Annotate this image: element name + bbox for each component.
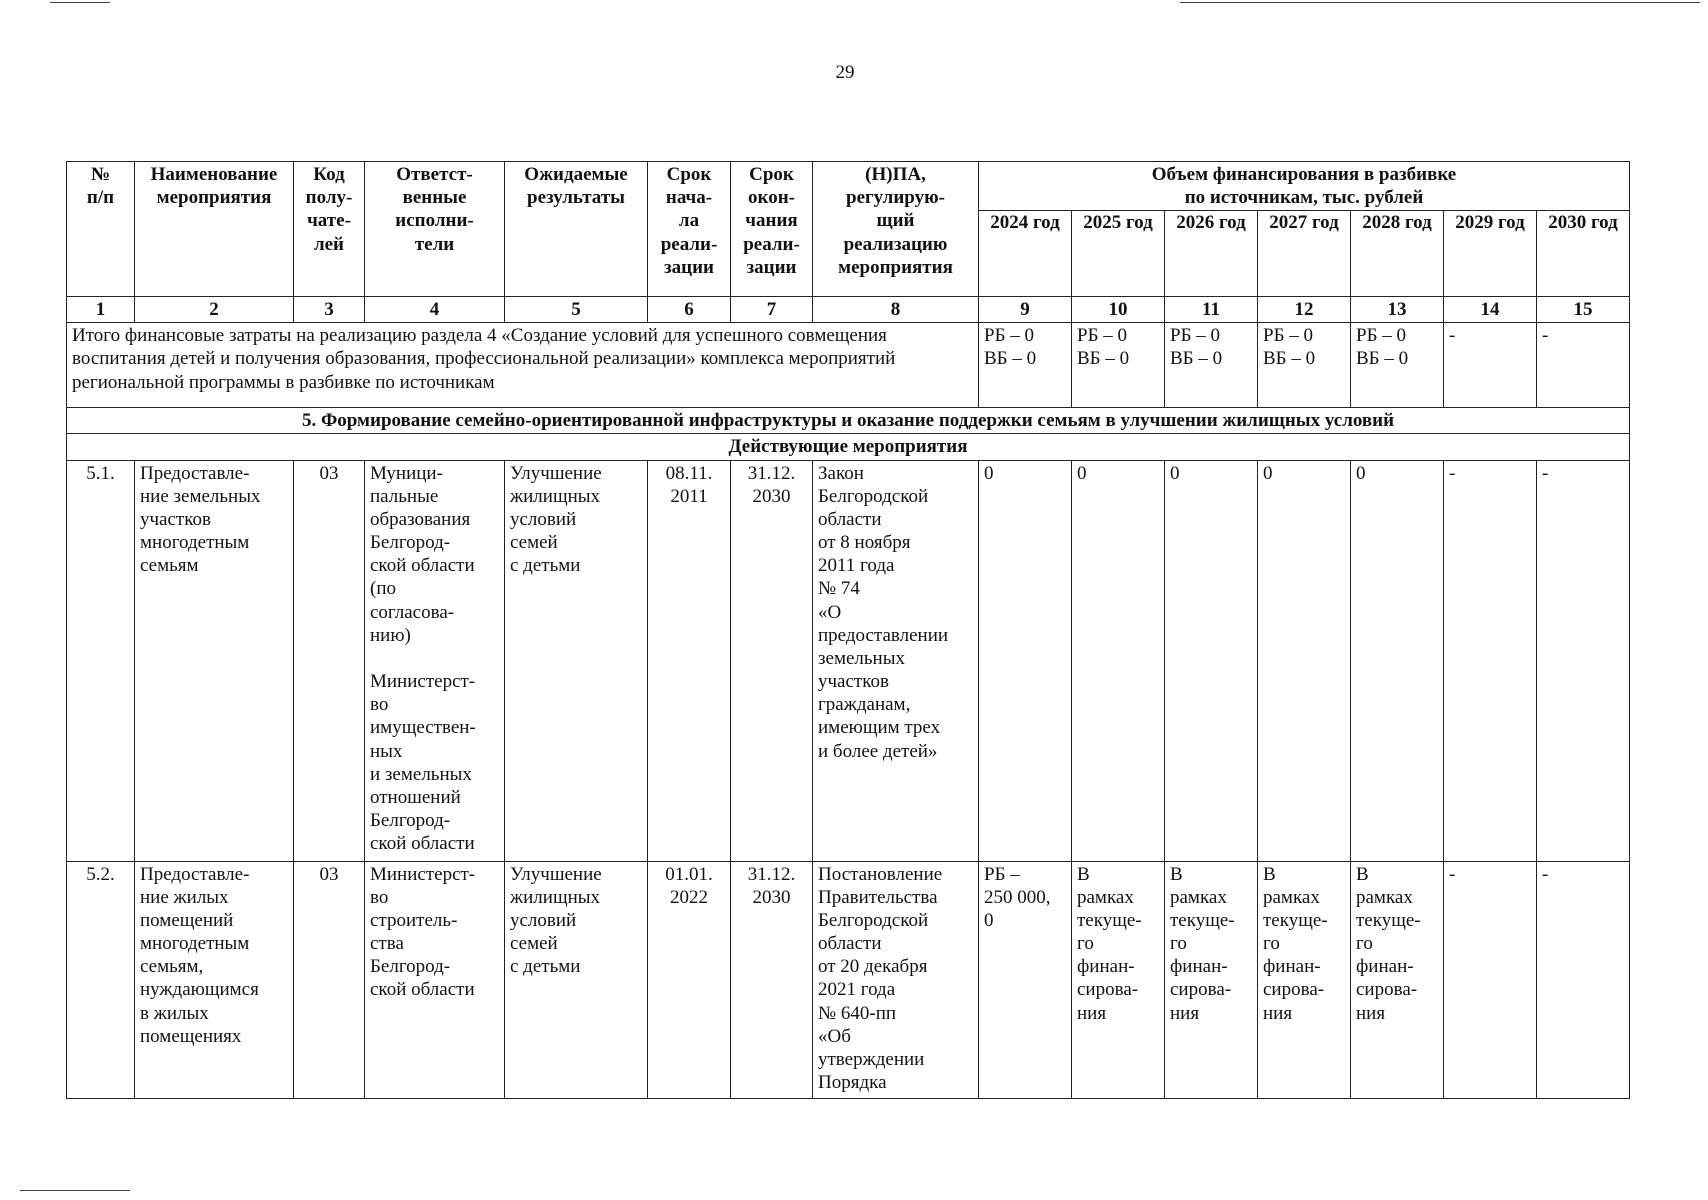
row-code: 03 (294, 861, 365, 1098)
header-funding: Объем финансирования в разбивке по источникам, тыс. рублей (979, 162, 1630, 211)
program-table (66, 161, 1630, 1099)
header-number: № п/п (67, 162, 135, 297)
row-end-date: 31.12. 2030 (731, 460, 813, 861)
header-row (67, 162, 1630, 211)
header-year: 2025 год (1072, 211, 1165, 297)
row-value: В рамках текуще- го финан- сирова- ния (1258, 861, 1351, 1098)
row-value: 0 (1258, 460, 1351, 861)
row-npa: Закон Белгородской области от 8 ноября 2011 года № 74 «О предоставлении земельных участков гражданам, имеющим трех и более детей» (813, 460, 979, 861)
total-value: РБ – 0 ВБ – 0 (1258, 323, 1351, 408)
row-value: 0 (1351, 460, 1444, 861)
column-number: 3 (294, 297, 365, 323)
column-number: 9 (979, 297, 1072, 323)
row-number: 5.2. (67, 861, 135, 1098)
header-results: Ожидаемые результаты (505, 162, 648, 297)
header-start: Срок нача- ла реали- зации (648, 162, 731, 297)
row-value: 0 (1072, 460, 1165, 861)
scan-artifact-line (1180, 2, 1700, 3)
column-number: 4 (365, 297, 505, 323)
row-executors: Муници- пальные образования Белгород- ской области (по согласова- нию) Министерст- во имуществен- ных и земельных отношений Белгород- ской области (365, 460, 505, 861)
header-end: Срок окон- чания реали- зации (731, 162, 813, 297)
row-value: РБ – 250 000, 0 (979, 861, 1072, 1098)
row-value: - (1537, 460, 1630, 861)
subsection-row (67, 434, 1630, 460)
column-number: 2 (135, 297, 294, 323)
total-value: РБ – 0 ВБ – 0 (1072, 323, 1165, 408)
row-value: В рамках текуще- го финан- сирова- ния (1072, 861, 1165, 1098)
scan-artifact-line (20, 1190, 130, 1191)
column-number: 13 (1351, 297, 1444, 323)
row-executors: Министерст- во строитель- ства Белгород- ской области (365, 861, 505, 1098)
page-number: 29 (835, 62, 855, 83)
row-start-date: 01.01. 2022 (648, 861, 731, 1098)
row-value: В рамках текуще- го финан- сирова- ния (1351, 861, 1444, 1098)
header-year: 2030 год (1537, 211, 1630, 297)
column-number: 8 (813, 297, 979, 323)
row-results: Улучшение жилищных условий семей с детьми (505, 861, 648, 1098)
row-start-date: 08.11. 2011 (648, 460, 731, 861)
column-number: 6 (648, 297, 731, 323)
column-number: 1 (67, 297, 135, 323)
row-code: 03 (294, 460, 365, 861)
row-value: 0 (1165, 460, 1258, 861)
table-row (67, 861, 1630, 1098)
row-value: - (1444, 861, 1537, 1098)
section-row (67, 408, 1630, 434)
column-number: 15 (1537, 297, 1630, 323)
header-year: 2029 год (1444, 211, 1537, 297)
section-title: 5. Формирование семейно-ориентированной инфраструктуры и оказание поддержки семьям в улучшении жилищных условий (67, 408, 1630, 434)
total-value: РБ – 0 ВБ – 0 (979, 323, 1072, 408)
total-row (67, 323, 1630, 408)
row-end-date: 31.12. 2030 (731, 861, 813, 1098)
total-value: - (1444, 323, 1537, 408)
subsection-title: Действующие мероприятия (67, 434, 1630, 460)
header-executors: Ответст- венные исполни- тели (365, 162, 505, 297)
total-value: - (1537, 323, 1630, 408)
total-label: Итого финансовые затраты на реализацию раздела 4 «Создание условий для успешного совмещения воспитания детей и получения образования, профессиональной реализации» комплекса мероприятий региональной программы в разбивке по источникам (67, 323, 979, 408)
header-year: 2024 год (979, 211, 1072, 297)
header-year: 2027 год (1258, 211, 1351, 297)
column-number: 10 (1072, 297, 1165, 323)
row-name: Предоставле- ние жилых помещений многодетным семьям, нуждающимся в жилых помещениях (135, 861, 294, 1098)
row-npa: Постановление Правительства Белгородской области от 20 декабря 2021 года № 640-пп «Об утверждении Порядка (813, 861, 979, 1098)
header-year: 2026 год (1165, 211, 1258, 297)
scan-artifact-line (50, 2, 110, 3)
row-value: - (1444, 460, 1537, 861)
column-number: 12 (1258, 297, 1351, 323)
column-number: 5 (505, 297, 648, 323)
header-npa: (Н)ПА, регулирую- щий реализацию мероприятия (813, 162, 979, 297)
column-number: 14 (1444, 297, 1537, 323)
header-name: Наименование мероприятия (135, 162, 294, 297)
row-number: 5.1. (67, 460, 135, 861)
total-value: РБ – 0 ВБ – 0 (1351, 323, 1444, 408)
table-row (67, 460, 1630, 861)
header-year: 2028 год (1351, 211, 1444, 297)
row-results: Улучшение жилищных условий семей с детьми (505, 460, 648, 861)
column-number: 7 (731, 297, 813, 323)
row-name: Предоставле- ние земельных участков многодетным семьям (135, 460, 294, 861)
row-value: В рамках текуще- го финан- сирова- ния (1165, 861, 1258, 1098)
column-numbers-row (67, 297, 1630, 323)
header-code: Код полу- чате- лей (294, 162, 365, 297)
row-value: - (1537, 861, 1630, 1098)
row-value: 0 (979, 460, 1072, 861)
column-number: 11 (1165, 297, 1258, 323)
total-value: РБ – 0 ВБ – 0 (1165, 323, 1258, 408)
